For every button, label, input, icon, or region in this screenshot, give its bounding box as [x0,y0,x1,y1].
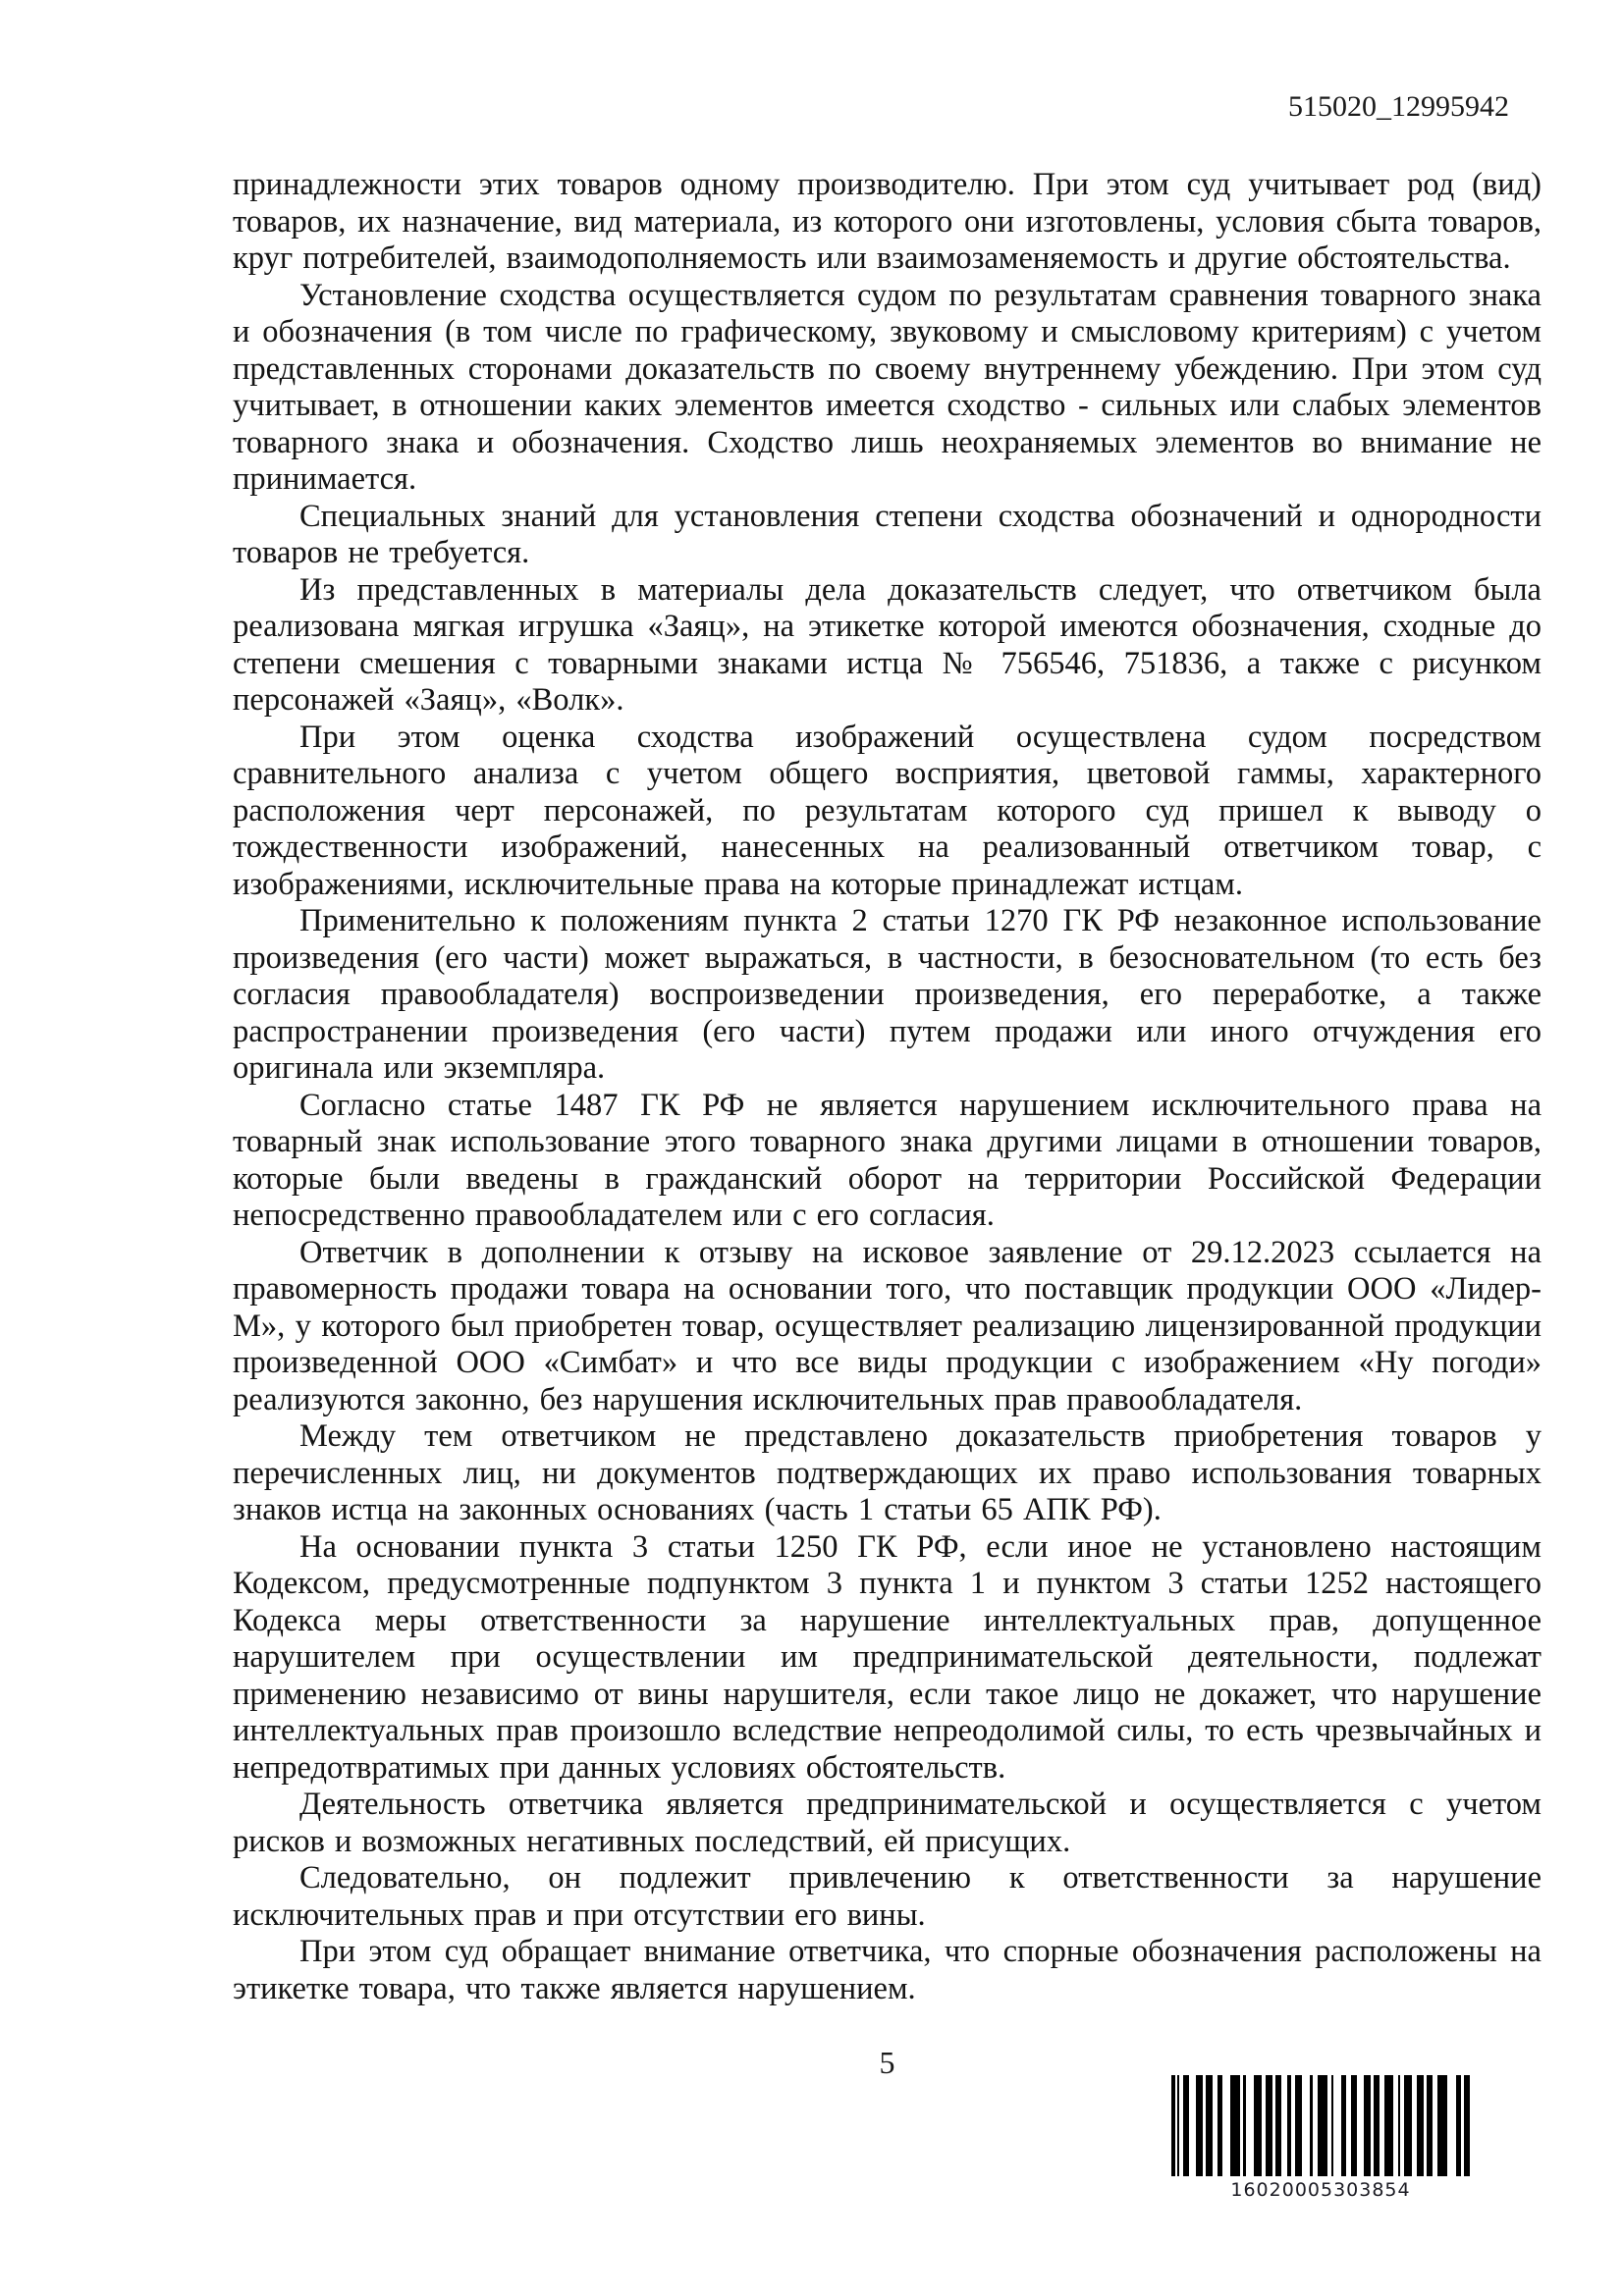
document-id: 515020_12995942 [1288,90,1509,123]
paragraph: Между тем ответчиком не представлено доказательств приобретения товаров у перечисленных лиц, ни документов подтверждающих их право использования товарных знаков истца на законных основаниях (часть 1 статьи 65 АПК РФ). [233,1418,1542,1527]
document-body [233,167,1542,2007]
paragraph: Деятельность ответчика является предпринимательской и осуществляется с учетом рисков и возможных негативных последствий, ей присущих. [233,1787,1542,1859]
paragraph: При этом суд обращает внимание ответчика, что спорные обозначения расположены на этикетке товара, что также является нарушением. [233,1934,1542,2006]
paragraph: Согласно статье 1487 ГК РФ не является нарушением исключительного права на товарный знак использование этого товарного знака другими лицами в отношении товаров, которые были введены в гражданский оборот на территории Российской Федерации непосредственно правообладателем или с его согласия. [233,1087,1542,1233]
paragraph: принадлежности этих товаров одному производителю. При этом суд учитывает род (вид) товаров, их назначение, вид материала, из которого они изготовлены, условия сбыта товаров, круг потребителей, взаимодополняемость или взаимозаменяемость и другие обстоятельства. [233,167,1542,276]
paragraph: Из представленных в материалы дела доказательств следует, что ответчиком была реализована мягкая игрушка «Заяц», на этикетке которой имеются обозначения, сходные до степени смешения с товарными знаками истца № 756546, 751836, а также с рисунком персонажей «Заяц», «Волк». [233,571,1542,718]
barcode [1171,2075,1470,2201]
paragraph: Установление сходства осуществляется судом по результатам сравнения товарного знака и обозначения (в том числе по графическому, звуковому и смысловому критериям) с учетом представленных сторонами доказательств по своему внутреннему убеждению. При этом суд учитывает, в отношении каких элементов имеется сходство - сильных или слабых элементов товарного знака и обозначения. Сходство лишь неохраняемых элементов во внимание не принимается. [233,277,1542,497]
paragraph: Ответчик в дополнении к отзыву на исковое заявление от 29.12.2023 ссылается на правомерность продажи товара на основании того, что поставщик продукции ООО «Лидер-М», у которого был приобретен товар, осуществляет реализацию лицензированной продукции произведенной ООО «Симбат» и что все виды продукции с изображением «Ну погоди» реализуются законно, без нарушения исключительных прав правообладателя. [233,1234,1542,1417]
paragraph: Следовательно, он подлежит привлечению к ответственности за нарушение исключительных прав и при отсутствии его вины. [233,1860,1542,1933]
paragraph: На основании пункта 3 статьи 1250 ГК РФ, если иное не установлено настоящим Кодексом, предусмотренные подпунктом 3 пункта 1 и пунктом 3 статьи 1252 настоящего Кодекса меры ответственности за нарушение интеллектуальных прав, допущенное нарушителем при осуществлении им предпринимательской деятельности, подлежат применению независимо от вины нарушителя, если такое лицо не докажет, что нарушение интеллектуальных прав произошло вследствие непреодолимой силы, то есть чрезвычайных и непредотвратимых при данных условиях обстоятельств. [233,1528,1542,1786]
paragraph: Специальных знаний для установления степени сходства обозначений и однородности товаров не требуется. [233,498,1542,570]
barcode-bars-image [1171,2075,1470,2176]
paragraph: Применительно к положениям пункта 2 статьи 1270 ГК РФ незаконное использование произведения (его части) может выражаться, в частности, в безосновательном (то есть без согласия правообладателя) воспроизведении произведения, его переработке, а также распространении произведения (его части) путем продажи или иного отчуждения его оригинала или экземпляра. [233,903,1542,1086]
barcode-number: 16020005303854 [1230,2179,1411,2201]
paragraph: При этом оценка сходства изображений осуществлена судом посредством сравнительного анализа с учетом общего восприятия, цветовой гаммы, характерного расположения черт персонажей, по результатам которого суд пришел к выводу о тождественности изображений, нанесенных на реализованный ответчиком товар, с изображениями, исключительные права на которые принадлежат истцам. [233,719,1542,902]
page-number: 5 [879,2045,895,2080]
